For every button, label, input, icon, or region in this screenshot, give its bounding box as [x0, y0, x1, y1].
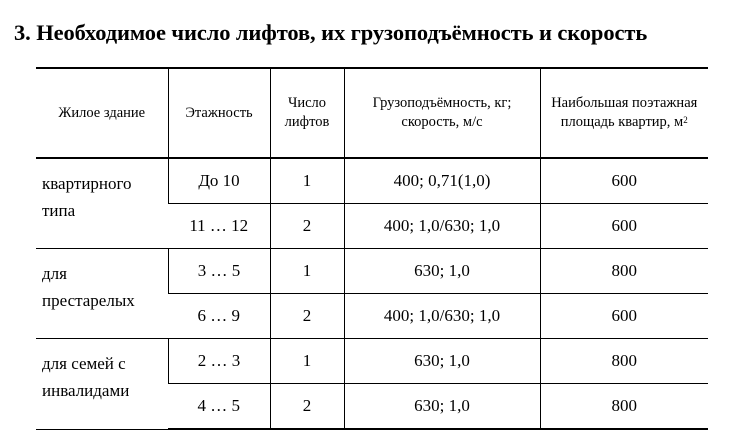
cell-area: 800: [540, 249, 708, 294]
group-name: квартирного типа: [36, 158, 168, 249]
cell-capacity: 630; 1,0: [344, 339, 540, 384]
cell-capacity: 400; 0,71(1,0): [344, 158, 540, 204]
cell-area: 600: [540, 294, 708, 339]
cell-floors: До 10: [168, 158, 270, 204]
cell-capacity: 630; 1,0: [344, 249, 540, 294]
header-area: [540, 68, 708, 158]
page-title: 3. Необходимое число лифтов, их грузоподъёмность и скорость: [14, 20, 648, 45]
cell-floors: 6 … 9: [168, 294, 270, 339]
header-building: Жилое здание: [36, 68, 168, 158]
cell-count: 2: [270, 384, 344, 430]
header-capacity: Грузоподъёмность, кг; скорость, м/с: [344, 68, 540, 158]
cell-floors: 2 … 3: [168, 339, 270, 384]
cell-area: 800: [540, 384, 708, 430]
cell-capacity: 400; 1,0/630; 1,0: [344, 204, 540, 249]
header-floors: Этажность: [168, 68, 270, 158]
cell-floors: 4 … 5: [168, 384, 270, 430]
cell-count: 1: [270, 339, 344, 384]
table-row: [36, 249, 708, 294]
table-row: [36, 158, 708, 204]
cell-count: 1: [270, 249, 344, 294]
table-header-row: [36, 68, 708, 158]
cell-floors: 3 … 5: [168, 249, 270, 294]
cell-area: 600: [540, 158, 708, 204]
header-area-superscript: 2: [683, 115, 688, 125]
cell-count: 2: [270, 204, 344, 249]
cell-capacity: 630; 1,0: [344, 384, 540, 430]
cell-area: 600: [540, 204, 708, 249]
table-row: [36, 339, 708, 384]
cell-count: 1: [270, 158, 344, 204]
cell-area: 800: [540, 339, 708, 384]
cell-capacity: 400; 1,0/630; 1,0: [344, 294, 540, 339]
group-name: для семей с инвалидами: [36, 339, 168, 430]
header-count: Число лифтов: [270, 68, 344, 158]
cell-count: 2: [270, 294, 344, 339]
header-area-label: Наибольшая поэтажная площадь квартир, м: [551, 95, 698, 130]
elevator-table: [36, 67, 708, 430]
group-name: для престарелых: [36, 249, 168, 339]
cell-floors: 11 … 12: [168, 204, 270, 249]
